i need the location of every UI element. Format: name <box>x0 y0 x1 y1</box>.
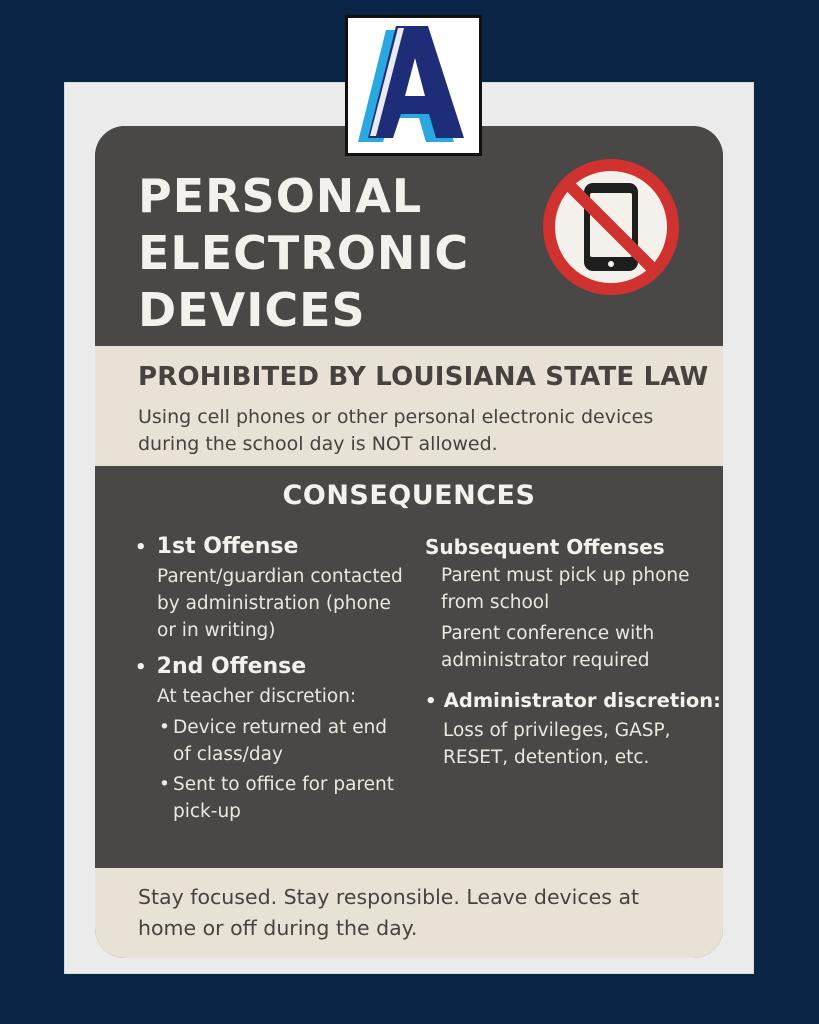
admin-discretion-label: Administrator discretion: <box>443 689 721 712</box>
law-section <box>95 346 723 466</box>
consequences-right-column <box>425 532 721 771</box>
header-section <box>95 126 723 346</box>
no-phone-icon <box>540 156 682 298</box>
bullet-icon: • <box>135 657 147 678</box>
first-offense-text: Parent/guardian contacted by administration (phone or in writing) <box>157 566 403 641</box>
bullet-icon: • <box>425 691 437 712</box>
second-offense-label: 2nd Offense <box>156 654 307 679</box>
footer-text: Stay focused. Stay responsible. Leave devices at home or off during the day. <box>138 885 640 940</box>
admin-discretion-text: Loss of privileges, GASP, RESET, detention, etc. <box>443 720 671 768</box>
second-offense-item: • Sent to office for parent pick-up <box>135 771 405 825</box>
bullet-icon: • <box>159 774 170 795</box>
admin-discretion-title <box>425 686 721 717</box>
first-offense-title <box>135 532 405 563</box>
title-line-2: ELECTRONIC <box>138 226 470 280</box>
footer-section <box>95 868 723 958</box>
first-offense-label: 1st Offense <box>156 534 299 559</box>
bullet-icon: • <box>159 717 170 738</box>
policy-card <box>95 126 723 958</box>
subsequent-offenses-title: Subsequent Offenses <box>425 535 665 559</box>
second-offense-title <box>135 652 405 683</box>
subsequent-offense-item: Parent must pick up phone from school <box>441 565 690 613</box>
consequences-left-column <box>135 532 405 825</box>
page-title <box>138 168 469 339</box>
consequences-section <box>95 466 723 866</box>
bullet-icon: • <box>135 537 147 558</box>
letter-a-logo-icon <box>348 18 479 153</box>
subsequent-offense-item: Parent conference with administrator required <box>441 623 655 671</box>
law-heading: PROHIBITED BY LOUISIANA STATE LAW <box>138 362 709 392</box>
title-line-3: DEVICES <box>138 283 366 337</box>
second-offense-text: At teacher discretion: <box>157 686 357 707</box>
consequences-heading: CONSEQUENCES <box>282 480 536 511</box>
title-line-1: PERSONAL <box>138 169 423 223</box>
school-logo <box>345 15 482 156</box>
law-text: Using cell phones or other personal electronic devices during the school day is NOT allowed. <box>138 406 654 455</box>
second-offense-item: • Device returned at end of class/day <box>135 714 405 768</box>
